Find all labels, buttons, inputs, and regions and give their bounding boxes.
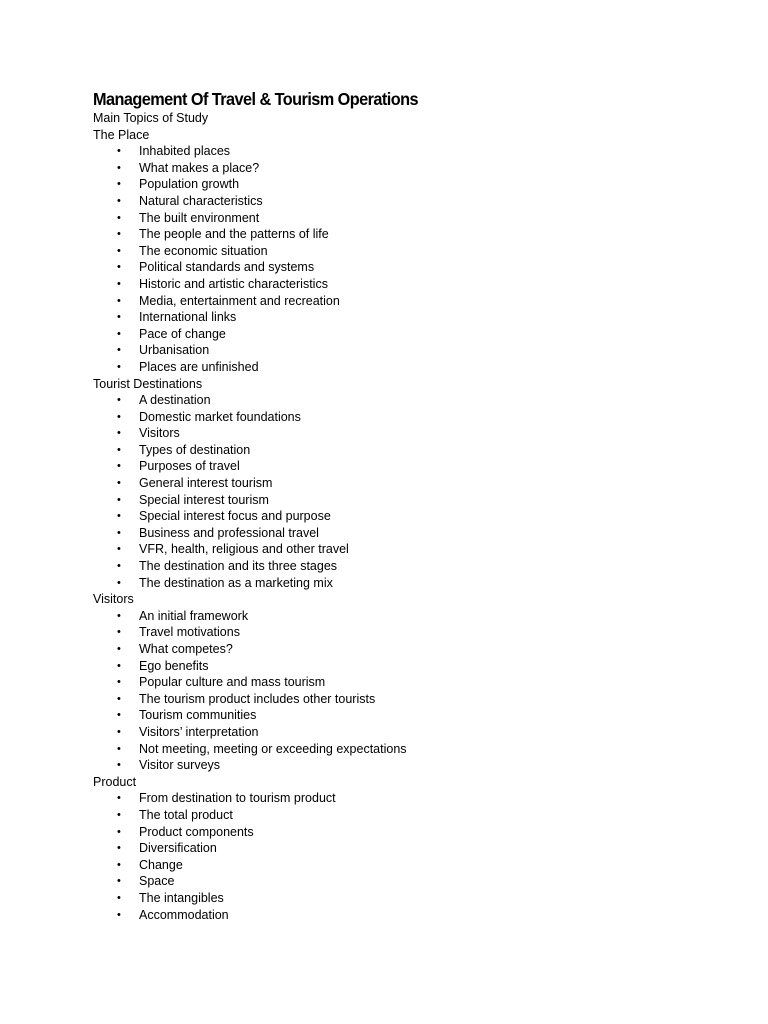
list-item xyxy=(93,658,693,675)
list-item xyxy=(93,326,693,343)
list-item-text: Pace of change xyxy=(139,326,226,341)
list-item xyxy=(93,442,693,459)
list-item-text: Business and professional travel xyxy=(139,525,319,540)
list-item-text: Visitor surveys xyxy=(139,758,221,773)
list-item xyxy=(93,857,693,874)
list-item xyxy=(93,259,693,276)
bullet-icon: • xyxy=(117,891,121,904)
list-item xyxy=(93,757,693,774)
list-item xyxy=(93,243,693,260)
list-item-text: Media, entertainment and recreation xyxy=(139,293,340,308)
list-item-text: What competes? xyxy=(139,642,233,656)
list-item xyxy=(93,492,693,509)
bullet-icon: • xyxy=(117,742,121,755)
bullet-icon: • xyxy=(117,194,121,207)
bullet-icon: • xyxy=(117,560,121,573)
list-item-text: The total product xyxy=(139,807,233,822)
topic-section xyxy=(93,127,693,376)
list-item xyxy=(93,342,693,359)
list-item-text: Types of destination xyxy=(139,442,251,457)
section-heading: Tourist Destinations xyxy=(93,376,203,391)
list-item xyxy=(93,525,693,542)
topic-list xyxy=(93,392,693,591)
list-item xyxy=(93,641,693,658)
topic-list xyxy=(93,790,693,923)
bullet-icon: • xyxy=(117,394,121,407)
list-item xyxy=(93,724,693,741)
list-item xyxy=(93,691,693,708)
list-item xyxy=(93,707,693,724)
bullet-icon: • xyxy=(117,294,121,307)
list-item-text: The economic situation xyxy=(139,243,268,258)
list-item xyxy=(93,890,693,907)
section-heading: Visitors xyxy=(93,592,134,607)
list-item xyxy=(93,359,693,376)
list-item xyxy=(93,907,693,924)
list-item-text: Popular culture and mass tourism xyxy=(139,675,326,690)
list-item xyxy=(93,541,693,558)
list-item-text: Special interest focus and purpose xyxy=(139,509,331,524)
bullet-icon: • xyxy=(117,692,121,705)
list-item xyxy=(93,741,693,758)
list-item-text: Purposes of travel xyxy=(139,459,240,474)
list-item xyxy=(93,840,693,857)
list-item xyxy=(93,475,693,492)
list-item-text: Tourism communities xyxy=(139,708,257,723)
list-item-text: Political standards and systems xyxy=(139,260,315,275)
list-item xyxy=(93,276,693,293)
list-item-text: Natural characteristics xyxy=(139,193,263,208)
bullet-icon: • xyxy=(117,808,121,821)
list-item xyxy=(93,309,693,326)
bullet-icon: • xyxy=(117,161,121,174)
bullet-icon: • xyxy=(117,178,121,191)
bullet-icon: • xyxy=(117,543,121,556)
list-item-text: General interest tourism xyxy=(139,476,273,491)
list-item xyxy=(93,160,693,177)
bullet-icon: • xyxy=(117,908,121,921)
list-item xyxy=(93,824,693,841)
list-item xyxy=(93,176,693,193)
list-item xyxy=(93,226,693,243)
list-item xyxy=(93,293,693,310)
list-item-text: Population growth xyxy=(139,177,240,192)
list-item-text: Urbanisation xyxy=(139,343,210,358)
list-item-text: Historic and artistic characteristics xyxy=(139,276,328,291)
topic-section xyxy=(93,774,693,923)
list-item xyxy=(93,425,693,442)
list-item xyxy=(93,790,693,807)
document-subtitle: Main Topics of Study xyxy=(93,111,209,125)
list-item-text: Product components xyxy=(139,824,254,839)
list-item-text: What makes a place? xyxy=(139,160,260,175)
list-item-text: Accommodation xyxy=(139,907,229,922)
topic-list xyxy=(93,143,693,375)
list-item-text: The people and the patterns of life xyxy=(139,227,329,242)
list-item-text: The destination as a marketing mix xyxy=(139,575,333,590)
list-item-text: A destination xyxy=(139,393,211,408)
bullet-icon: • xyxy=(117,211,121,224)
list-item-text: From destination to tourism product xyxy=(139,791,336,806)
bullet-icon: • xyxy=(117,344,121,357)
list-item xyxy=(93,624,693,641)
bullet-icon: • xyxy=(117,327,121,340)
list-item-text: Ego benefits xyxy=(139,658,209,673)
bullet-icon: • xyxy=(117,709,121,722)
list-item-text: Not meeting, meeting or exceeding expectations xyxy=(139,741,407,756)
bullet-icon: • xyxy=(117,510,121,523)
bullet-icon: • xyxy=(117,460,121,473)
list-item xyxy=(93,674,693,691)
list-item xyxy=(93,143,693,160)
list-item-text: Domestic market foundations xyxy=(139,409,301,424)
bullet-icon: • xyxy=(117,443,121,456)
list-item xyxy=(93,210,693,227)
bullet-icon: • xyxy=(117,626,121,639)
list-item-text: Inhabited places xyxy=(139,144,231,159)
list-item-text: Visitors xyxy=(139,426,180,441)
bullet-icon: • xyxy=(117,659,121,672)
list-item-text: Places are unfinished xyxy=(139,359,259,374)
list-item xyxy=(93,193,693,210)
document-title: Management Of Travel & Tourism Operations xyxy=(93,89,419,109)
list-item-text: The destination and its three stages xyxy=(139,559,338,574)
bullet-icon: • xyxy=(117,609,121,622)
list-item xyxy=(93,608,693,625)
bullet-icon: • xyxy=(117,759,121,772)
bullet-icon: • xyxy=(117,244,121,257)
list-item-text: The built environment xyxy=(139,210,260,225)
bullet-icon: • xyxy=(117,277,121,290)
list-item xyxy=(93,873,693,890)
list-item xyxy=(93,807,693,824)
list-item xyxy=(93,458,693,475)
section-heading: The Place xyxy=(93,127,150,142)
bullet-icon: • xyxy=(117,526,121,539)
bullet-icon: • xyxy=(117,261,121,274)
bullet-icon: • xyxy=(117,858,121,871)
topic-section xyxy=(93,591,693,774)
topic-sections xyxy=(93,127,693,924)
bullet-icon: • xyxy=(117,576,121,589)
list-item xyxy=(93,575,693,592)
bullet-icon: • xyxy=(117,643,121,655)
list-item-text: Visitors’ interpretation xyxy=(139,724,259,739)
list-item-text: Travel motivations xyxy=(139,625,240,640)
bullet-icon: • xyxy=(117,311,121,324)
list-item xyxy=(93,558,693,575)
document-content xyxy=(93,88,693,923)
list-item-text: The tourism product includes other tourists xyxy=(139,691,376,706)
bullet-icon: • xyxy=(117,427,121,440)
list-item-text: An initial framework xyxy=(139,608,249,623)
bullet-icon: • xyxy=(117,145,121,158)
bullet-icon: • xyxy=(117,477,121,490)
list-item xyxy=(93,392,693,409)
topic-list xyxy=(93,608,693,774)
list-item xyxy=(93,508,693,525)
bullet-icon: • xyxy=(117,725,121,738)
list-item-text: VFR, health, religious and other travel xyxy=(139,542,349,557)
bullet-icon: • xyxy=(117,825,121,838)
bullet-icon: • xyxy=(117,792,121,805)
bullet-icon: • xyxy=(117,842,121,855)
list-item-text: Space xyxy=(139,874,175,889)
bullet-icon: • xyxy=(117,228,121,241)
bullet-icon: • xyxy=(117,875,121,888)
list-item xyxy=(93,409,693,426)
list-item-text: Diversification xyxy=(139,841,217,856)
list-item-text: Special interest tourism xyxy=(139,492,269,507)
list-item-text: The intangibles xyxy=(139,890,224,905)
list-item-text: Change xyxy=(139,857,183,872)
list-item-text: International links xyxy=(139,310,237,325)
bullet-icon: • xyxy=(117,676,121,689)
bullet-icon: • xyxy=(117,493,121,506)
topic-section xyxy=(93,376,693,592)
bullet-icon: • xyxy=(117,360,121,373)
bullet-icon: • xyxy=(117,410,121,423)
section-heading: Product xyxy=(93,774,137,789)
